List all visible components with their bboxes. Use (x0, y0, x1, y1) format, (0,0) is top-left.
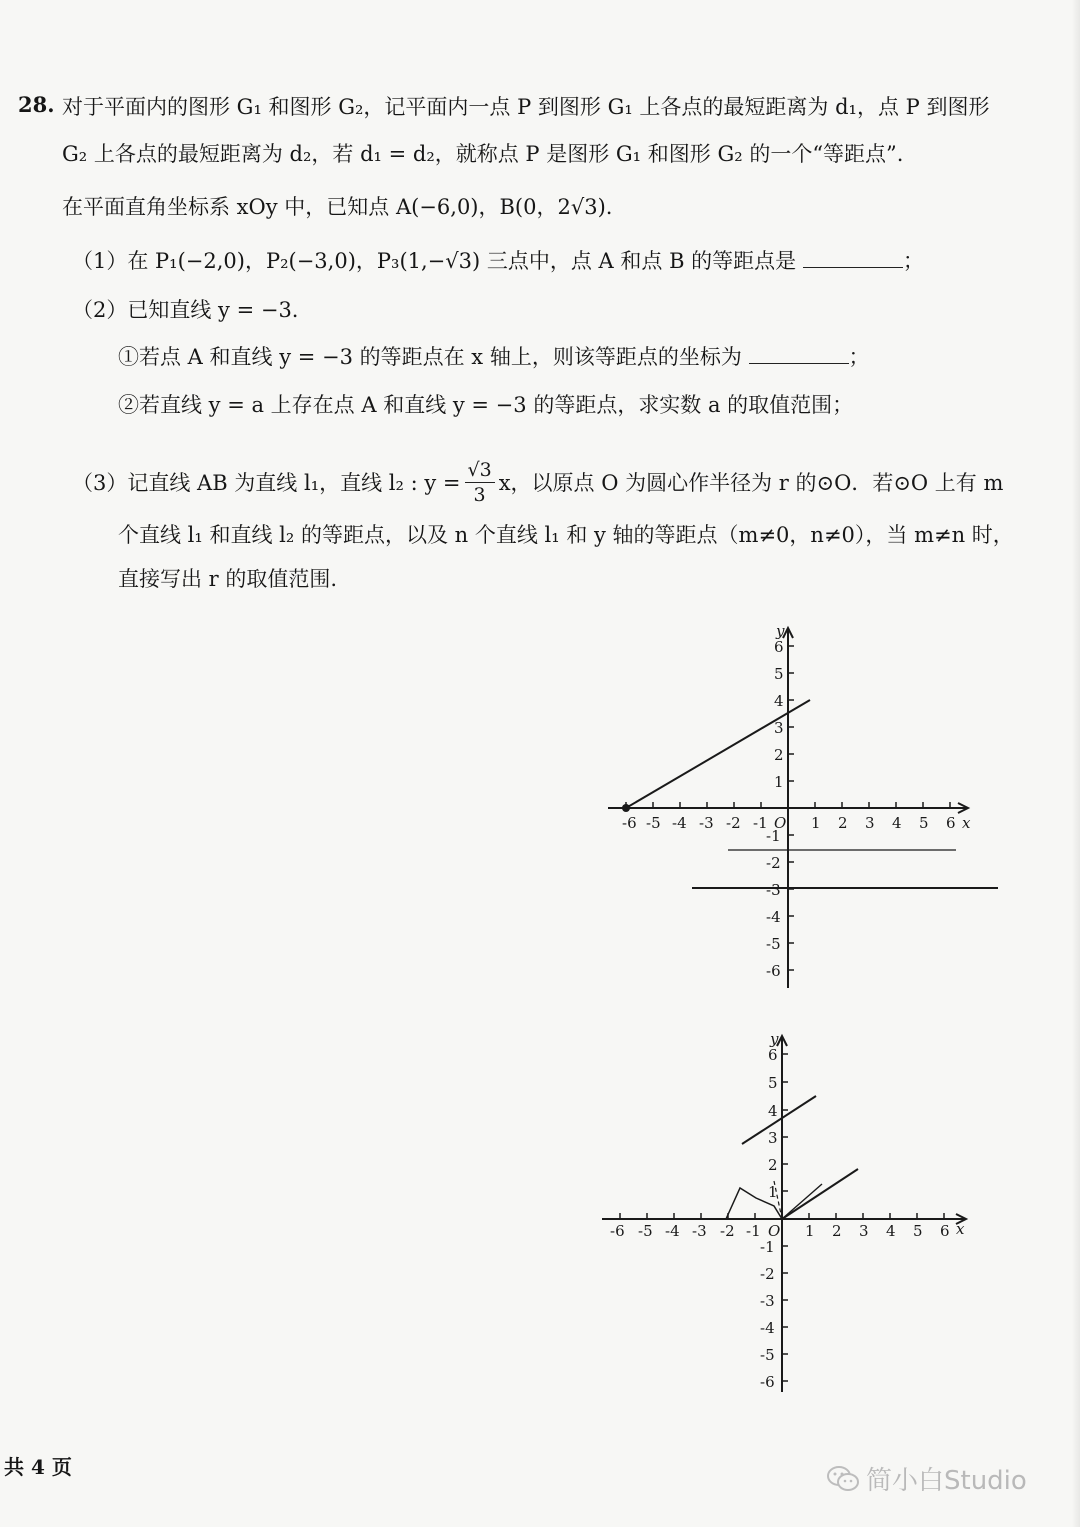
graph-1-xtick-label: 2 (838, 814, 848, 832)
graph-2-ytick-label: -2 (760, 1265, 775, 1283)
graph-1-ytick-label: 4 (774, 692, 784, 710)
part-3-line-2: 个直线 l₁ 和直线 l₂ 的等距点，以及 n 个直线 l₁ 和 y 轴的等距点（m≠0，n≠0），当 m≠n 时， (118, 523, 1014, 547)
question-line-2: G₂ 上各点的最短距离为 d₂，若 d₁ = d₂，就称点 P 是图形 G₁ 和图形 G₂ 的一个“等距点”. (62, 142, 904, 166)
graph-2-xtick-label: 4 (886, 1222, 896, 1240)
part-1 (72, 246, 924, 276)
graph-2-xtick-label: 6 (940, 1222, 950, 1240)
graph-2-xtick-label: -5 (638, 1222, 653, 1240)
graph-2-ytick-label: 4 (768, 1102, 778, 1120)
graph-1-xtick-label: -2 (726, 814, 741, 832)
watermark (826, 1460, 1027, 1497)
graph-1-ytick-label: 3 (774, 719, 784, 737)
graph-1-origin-label: O (774, 814, 787, 832)
watermark-text: 简小白Studio (866, 1466, 1027, 1496)
part-3-text-b: x，以原点 O 为圆心作半径为 r 的⊙O．若⊙O 上有 m (498, 470, 1004, 495)
graph-1-xtick-label: 5 (919, 814, 929, 832)
graph-1-xtick-label: 4 (892, 814, 902, 832)
question-number: 28. (18, 92, 55, 117)
graph-1-xtick-label: -5 (646, 814, 661, 832)
graph-2-bisector-1 (782, 1184, 822, 1219)
part-3-line-3: 直接写出 r 的取值范围. (118, 567, 338, 591)
graph-1-ytick-label: 2 (774, 746, 784, 764)
graph-1-ytick-label: -1 (766, 827, 781, 845)
wechat-icon (826, 1464, 860, 1494)
graph-2-line-l2 (782, 1169, 858, 1219)
graph-2-xtick-label: -4 (665, 1222, 680, 1240)
graph-2-ytick-label: 1 (768, 1183, 778, 1201)
part-2-sub-1-text: ①若点 A 和直线 y = −3 的等距点在 x 轴上，则该等距点的坐标为 (118, 345, 742, 369)
graph-1-xtick-label: -3 (699, 814, 714, 832)
graph-1-ytick-label: 1 (774, 773, 784, 791)
graph-2-ytick-label: -6 (760, 1373, 775, 1391)
graph-2-ytick-label: -3 (760, 1292, 775, 1310)
part-3-text-a: （3）记直线 AB 为直线 l₁，直线 l₂ : y = (72, 470, 461, 495)
coordinate-graph-1 (600, 618, 1010, 998)
graph-2-xtick-label: -6 (610, 1222, 625, 1240)
question-line-1: 对于平面内的图形 G₁ 和图形 G₂，记平面内一点 P 到图形 G₁ 上各点的最短距离为 d₁，点 P 到图形 (62, 95, 990, 119)
graph-2-xtick-label: 2 (832, 1222, 842, 1240)
fraction-denominator: 3 (473, 484, 486, 506)
graph-2-xtick-label: -3 (692, 1222, 707, 1240)
graph-2-xtick-label: 1 (805, 1222, 815, 1240)
part-2-sub-1 (118, 342, 870, 372)
graph-1-ytick-label: 6 (774, 638, 784, 656)
graph-2-ytick-label: 6 (768, 1046, 778, 1064)
fraction-sqrt3-over-3 (465, 458, 495, 507)
scan-edge (1072, 0, 1080, 1527)
coordinate-graph-2 (596, 1026, 986, 1398)
graph-2-ytick-label: 5 (768, 1074, 778, 1092)
graph-2-xtick-label: 3 (859, 1222, 869, 1240)
graph-2-origin-label: O (768, 1222, 781, 1240)
graph-2-ytick-label: 2 (768, 1156, 778, 1174)
part-2-sub-2: ②若直线 y = a 上存在点 A 和直线 y = −3 的等距点，求实数 a 的取值范围； (118, 393, 854, 417)
part-2: （2）已知直线 y = −3. (72, 298, 299, 322)
graph-2-ytick-label: -5 (760, 1346, 775, 1364)
graph-2-xtick-label: -1 (746, 1222, 761, 1240)
part-1-text: （1）在 P₁(−2,0)，P₂(−3,0)，P₃(1,−√3) 三点中，点 A 和点 B 的等距点是 (72, 249, 797, 273)
graph-1-xtick-label: -6 (622, 814, 637, 832)
page-footer: 共 4 页 (4, 1455, 72, 1479)
graph-2-x-axis-label: x (956, 1220, 965, 1238)
graph-1-ytick-label: 5 (774, 665, 784, 683)
part-1-answer-blank[interactable] (803, 249, 903, 268)
graph-1-x-axis-label: x (962, 814, 971, 832)
graph-2-line-l1 (742, 1096, 816, 1144)
graph-2-ytick-label: -4 (760, 1319, 775, 1337)
graph-1-xtick-label: 1 (811, 814, 821, 832)
fraction-numerator: √3 (465, 458, 495, 483)
part-3-line-1 (72, 458, 1003, 507)
graph-1-xtick-label: -1 (753, 814, 768, 832)
graph-1-xtick-label: 6 (946, 814, 956, 832)
graph-2-xtick-label: 5 (913, 1222, 923, 1240)
question-line-3: 在平面直角坐标系 xOy 中，已知点 A(−6,0)，B(0，2√3). (62, 195, 613, 219)
graph-2-ytick-label: 3 (768, 1129, 778, 1147)
graph-2-y-axis-label: y (770, 1030, 779, 1048)
graph-1-y-axis-label: y (776, 622, 785, 640)
part-1-semicolon: ； (902, 249, 924, 273)
graph-1-ytick-label: -3 (766, 881, 781, 899)
graph-1-ytick-label: -2 (766, 854, 781, 872)
graph-2-ytick-label: -1 (760, 1238, 775, 1256)
graph-1-ytick-label: -6 (766, 962, 781, 980)
graph-2-xtick-label: -2 (720, 1222, 735, 1240)
graph-1-xtick-label: -4 (672, 814, 687, 832)
part-2-sub-1-answer-blank[interactable] (749, 345, 849, 364)
graph-1-ytick-label: -5 (766, 935, 781, 953)
part-2-sub-1-semicolon: ； (848, 345, 870, 369)
graph-1-xtick-label: 3 (865, 814, 875, 832)
graph-1-ytick-label: -4 (766, 908, 781, 926)
